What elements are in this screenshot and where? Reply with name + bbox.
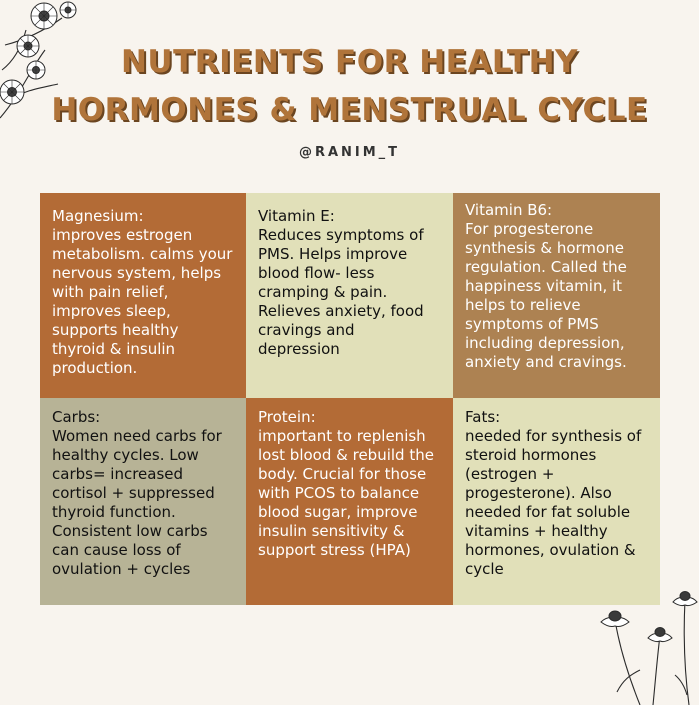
protein-card <box>246 398 453 605</box>
nutrient-grid <box>40 193 660 605</box>
fats-text: needed for synthesis of steroid hormones (estrogen + progesterone). Also needed for fat soluble vitamins + healthy hormones, ovulation & cycle <box>465 427 642 578</box>
vitamin-b6-text: For progesterone synthesis & hormone regulation. Called the happiness vitamin, it helps to relieve symptoms of PMS including depression, anxiety and cravings. <box>465 220 627 371</box>
author-handle: @RANIM_T <box>298 145 401 160</box>
title-line-2: HORMONES & MENSTRUAL CYCLE <box>51 92 648 128</box>
vitamin-b6-card <box>453 193 660 398</box>
vitamin-e-text: Reduces symptoms of PMS. Helps improve blood flow- less cramping & pain. Relieves anxiety, food cravings and depression <box>258 226 424 358</box>
vitamin-e-card <box>246 193 453 398</box>
carbs-text: Women need carbs for healthy cycles. Low carbs= increased cortisol + suppressed thyroid function. Consistent low carbs can cause loss of ovulation + cycles <box>52 427 222 578</box>
vitamin-b6-heading: Vitamin B6: <box>465 201 553 219</box>
protein-text: important to replenish lost blood & rebuild the body. Crucial for those with PCOS to balance blood sugar, improve insulin sensitivity & support stress (HPA) <box>258 427 434 559</box>
fats-card <box>453 398 660 605</box>
coneflower-illustration-bottom-right <box>585 580 699 705</box>
carbs-card <box>40 398 246 605</box>
magnesium-card <box>40 193 246 398</box>
magnesium-heading: Magnesium: <box>52 207 144 225</box>
carbs-heading: Carbs: <box>52 408 101 426</box>
protein-heading: Protein: <box>258 408 316 426</box>
title-line-1: NUTRIENTS FOR HEALTHY <box>120 44 579 80</box>
magnesium-text: improves estrogen metabolism. calms your nervous system, helps with pain relief, improves sleep, supports healthy thyroid & insulin production. <box>52 226 233 377</box>
vitamin-e-heading: Vitamin E: <box>258 207 335 225</box>
page-title <box>0 38 699 134</box>
fats-heading: Fats: <box>465 408 501 426</box>
